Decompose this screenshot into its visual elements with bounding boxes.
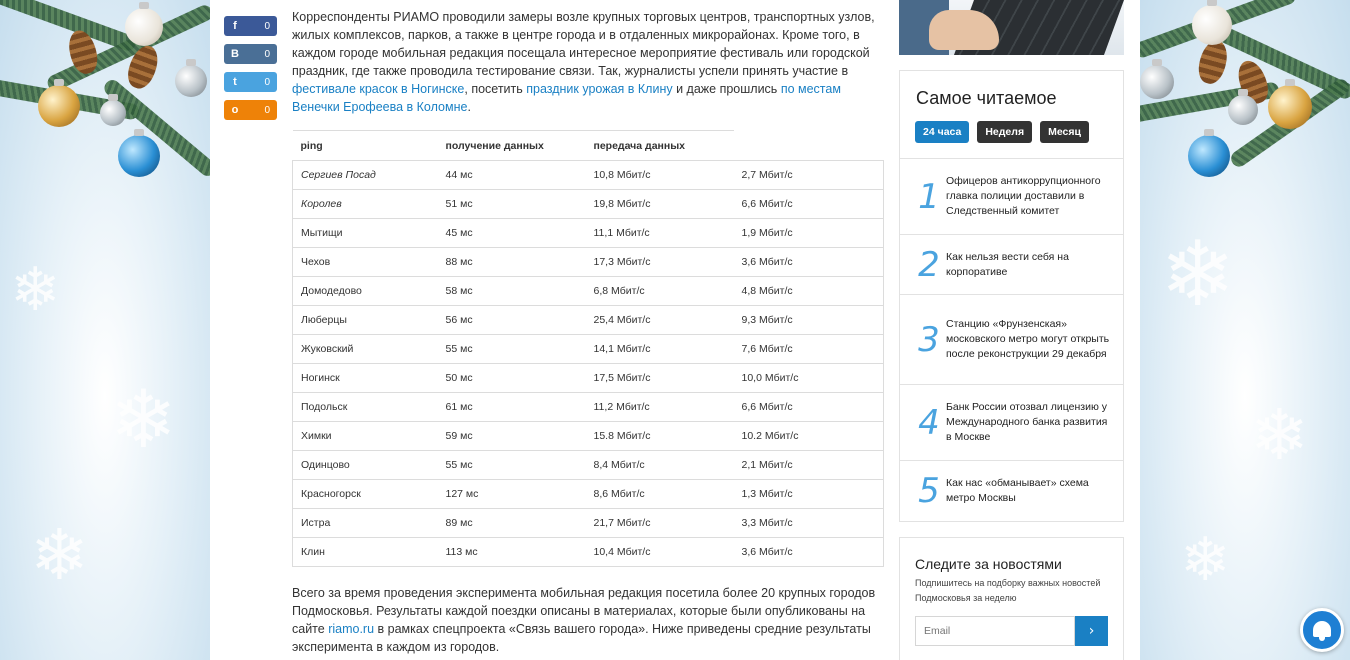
odnoklassniki-icon: o [231,104,239,116]
notification-bell-icon [1313,621,1331,637]
table-cell-ping: 51 мс [438,190,586,219]
table-cell-upload: 1,9 Мбит/с [734,219,884,248]
table-row [293,422,884,451]
table-cell-download: 25,4 Мбит/с [586,306,734,335]
table-cell-ping: 55 мс [438,451,586,480]
most-read-list [900,158,1123,520]
sidebar [899,0,1124,660]
table-cell-download: 17,5 Мбит/с [586,364,734,393]
table-header-row [293,131,884,161]
table-row [293,219,884,248]
table-cell-upload: 6,6 Мбит/с [734,190,884,219]
table-cell-download: 17,3 Мбит/с [586,248,734,277]
table-cell-city: Домодедово [293,277,438,306]
intro-text-3: и даже прошлись [672,82,781,96]
outro-text-1: Всего за время проведения эксперимента мобильная редакция посетила более 20 крупных городов Подмосковья. Результаты каждой поездки описаны в материалах, которые были опубликованы на сайте [292,586,876,636]
table-cell-city: Клин [293,538,438,567]
table-cell-download: 6,8 Мбит/с [586,277,734,306]
table-cell-ping: 55 мс [438,335,586,364]
list-item-headline[interactable]: Как нас «обманывает» схема метро Москвы [946,476,1089,504]
twitter-icon: t [233,76,237,88]
table-cell-download: 10,4 Мбит/с [586,538,734,567]
vk-icon: B [231,48,239,60]
table-row [293,306,884,335]
table-cell-upload: 3,6 Мбит/с [734,248,884,277]
table-cell-city: Жуковский [293,335,438,364]
table-cell-download: 8,6 Мбит/с [586,480,734,509]
table-cell-city: Чехов [293,248,438,277]
background-decoration-left: ❄ ❄ ❄ [0,0,210,660]
article-outro-paragraph [292,584,887,656]
table-cell-download: 21,7 Мбит/с [586,509,734,538]
table-cell-city: Одинцово [293,451,438,480]
table-cell-upload: 4,8 Мбит/с [734,277,884,306]
list-item-number: 4 [918,402,940,443]
table-cell-ping: 45 мс [438,219,586,248]
table-cell-city: Сергиев Посад [293,161,438,190]
link-festival-colors[interactable]: фестивале красок в Ногинске [292,82,465,96]
intro-text-1: Корреспонденты РИАМО проводили замеры возле крупных торговых центров, транспортных узлов, жилых комплексов, парков, а также в центре города и в отдаленных микрорайонах. Кроме того, в каждом городе мобильная редакция посещала интересное мероприятие фестиваль или городской праздник, где также проводила тестирование связи. Так, журналисты успели принять участие в [292,10,875,78]
table-row [293,277,884,306]
subscribe-widget [899,537,1124,660]
table-row [293,538,884,567]
table-row [293,335,884,364]
table-cell-upload: 3,3 Мбит/с [734,509,884,538]
table-cell-city: Ногинск [293,364,438,393]
twitter-share-button[interactable] [224,72,277,92]
list-item[interactable] [900,294,1123,384]
table-cell-city: Королев [293,190,438,219]
table-cell-download: 11,2 Мбит/с [586,393,734,422]
table-cell-city: Истра [293,509,438,538]
list-item-number: 3 [918,319,940,360]
list-item-headline[interactable]: Офицеров антикоррупционного главка полиции доставили в Следственный комитет [946,175,1101,217]
table-cell-ping: 56 мс [438,306,586,335]
vk-share-button[interactable] [224,44,277,64]
subscribe-title: Следите за новостями [915,556,1062,572]
table-cell-ping: 50 мс [438,364,586,393]
table-row [293,161,884,190]
most-read-title: Самое читаемое [916,88,1057,108]
speed-results-table [292,130,884,567]
email-input[interactable] [915,616,1075,646]
table-cell-ping: 59 мс [438,422,586,451]
table-cell-download: 10,8 Мбит/с [586,161,734,190]
list-item[interactable] [900,158,1123,234]
tab-month[interactable]: Месяц [1040,121,1089,143]
odnoklassniki-share-count: 0 [264,104,270,116]
table-cell-ping: 88 мс [438,248,586,277]
link-riamo[interactable]: riamo.ru [328,622,375,636]
list-item-headline[interactable]: Банк России отозвал лицензию у Международного банка развития в Москве [946,401,1108,443]
facebook-share-button[interactable] [224,16,277,36]
column-header-ping: ping [293,131,438,161]
table-cell-upload: 2,1 Мбит/с [734,451,884,480]
table-cell-city: Подольск [293,393,438,422]
column-header-empty [734,131,884,161]
column-header-upload: передача данных [586,131,734,161]
table-cell-ping: 113 мс [438,538,586,567]
article-body [292,0,887,656]
table-row [293,480,884,509]
table-row [293,190,884,219]
link-harvest-festival[interactable]: праздник урожая в Клину [526,82,673,96]
table-cell-upload: 6,6 Мбит/с [734,393,884,422]
table-cell-city: Люберцы [293,306,438,335]
subscribe-form [915,616,1108,646]
odnoklassniki-share-button[interactable] [224,100,277,120]
most-read-tabs [900,121,1123,143]
intro-text-2: , посетить [464,82,527,96]
list-item[interactable] [900,384,1123,460]
table-cell-upload: 9,3 Мбит/с [734,306,884,335]
table-cell-upload: 2,7 Мбит/с [734,161,884,190]
most-read-widget [899,70,1124,522]
table-row [293,451,884,480]
table-row [293,393,884,422]
table-cell-upload: 3,6 Мбит/с [734,538,884,567]
notification-bell-button[interactable] [1300,608,1344,652]
table-cell-city: Химки [293,422,438,451]
table-cell-upload: 7,6 Мбит/с [734,335,884,364]
table-cell-ping: 127 мс [438,480,586,509]
intro-text-4: . [467,100,471,114]
table-row [293,364,884,393]
sidebar-banner-image[interactable] [899,0,1124,55]
tab-24-hours[interactable]: 24 часа [915,121,969,143]
facebook-icon: f [233,20,237,32]
table-cell-upload: 1,3 Мбит/с [734,480,884,509]
table-cell-download: 8,4 Мбит/с [586,451,734,480]
table-cell-city: Красногорск [293,480,438,509]
outro-text-2: в рамках спецпроекта «Связь вашего города». Ниже приведены средние результаты эксперимента в каждом из городов. [292,622,871,654]
table-cell-download: 19,8 Мбит/с [586,190,734,219]
list-item-headline[interactable]: Как нельзя вести себя на корпоративе [946,250,1069,278]
table-cell-ping: 89 мс [438,509,586,538]
table-row [293,509,884,538]
table-cell-download: 14,1 Мбит/с [586,335,734,364]
column-header-download: получение данных [438,131,586,161]
table-cell-upload: 10.2 Мбит/с [734,422,884,451]
table-cell-ping: 61 мс [438,393,586,422]
page-content [210,0,1140,660]
table-cell-city: Мытищи [293,219,438,248]
twitter-share-count: 0 [264,76,270,88]
vk-share-count: 0 [264,48,270,60]
table-cell-ping: 58 мс [438,277,586,306]
list-item[interactable] [900,234,1123,294]
list-item-number: 2 [918,244,940,285]
article-intro-paragraph [292,8,887,116]
share-column [224,16,277,128]
table-cell-upload: 10,0 Мбит/с [734,364,884,393]
table-row [293,248,884,277]
tab-week[interactable]: Неделя [977,121,1032,143]
list-item[interactable] [900,460,1123,520]
table-cell-download: 15.8 Мбит/с [586,422,734,451]
table-cell-download: 11,1 Мбит/с [586,219,734,248]
table-cell-ping: 44 мс [438,161,586,190]
list-item-number: 1 [918,176,940,217]
link-erofeev-places[interactable]: по местам Венечки Ерофеева в Коломне [292,82,841,114]
list-item-number: 5 [918,470,940,511]
facebook-share-count: 0 [264,20,270,32]
subscribe-description: Подпишитесь на подборку важных новостей Подмосковья за неделю [915,578,1101,603]
list-item-headline[interactable]: Станцию «Фрунзенская» московского метро могут открыть после реконструкции 29 декабря [946,318,1110,360]
subscribe-submit-button[interactable]: › [1075,616,1108,646]
background-decoration-right: ❄ ❄ ❄ [1140,0,1350,660]
